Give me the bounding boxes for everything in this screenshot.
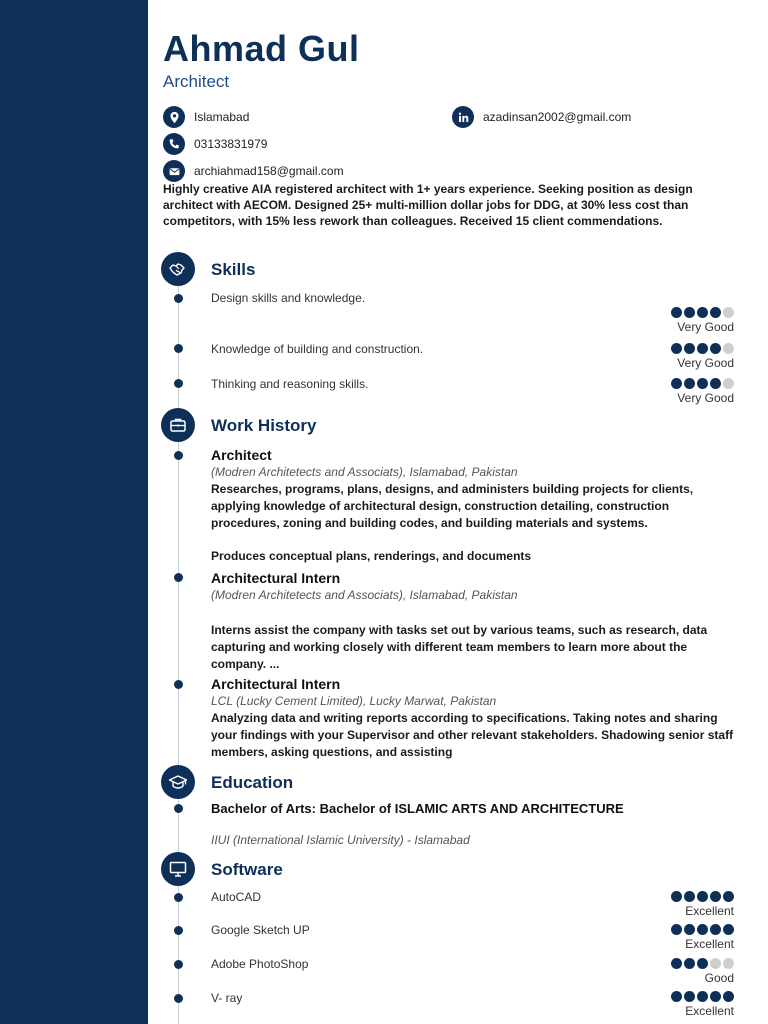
rating-dot-filled bbox=[684, 991, 695, 1002]
rating-dot-empty bbox=[723, 378, 734, 389]
sidebar bbox=[0, 0, 148, 1024]
rating-dot-empty bbox=[723, 307, 734, 318]
rating-dot-filled bbox=[684, 343, 695, 354]
timeline-dot bbox=[174, 680, 183, 689]
timeline-dot bbox=[174, 451, 183, 460]
rating-dot-filled bbox=[697, 958, 708, 969]
rating-dot-filled bbox=[697, 924, 708, 935]
phone-icon bbox=[163, 133, 185, 155]
software-label: V- ray bbox=[211, 991, 243, 1005]
rating-dot-filled bbox=[723, 924, 734, 935]
rating-dots bbox=[671, 343, 734, 354]
skill-label: Knowledge of building and construction. bbox=[211, 342, 424, 356]
rating-dots bbox=[671, 307, 734, 318]
rating-dots bbox=[671, 924, 734, 935]
rating-dot-filled bbox=[697, 991, 708, 1002]
email-text: archiahmad158@gmail.com bbox=[194, 164, 344, 178]
briefcase-icon bbox=[161, 408, 195, 442]
linkedin-text: azadinsan2002@gmail.com bbox=[483, 110, 632, 124]
software-rating bbox=[671, 958, 734, 985]
rating-dot-filled bbox=[684, 378, 695, 389]
education-degree: Bachelor of Arts: Bachelor of ISLAMIC ARTS AND ARCHITECTURE bbox=[211, 801, 624, 816]
rating-dot-filled bbox=[697, 378, 708, 389]
job-description: Analyzing data and writing reports according to specifications. Taking notes and sharing your findings with your Supervisor and other relevant stakeholders. Shadowing senior staff members, asking questions, and assisting bbox=[211, 711, 734, 759]
rating-dot-filled bbox=[697, 307, 708, 318]
rating-dots bbox=[671, 378, 734, 389]
timeline-dot bbox=[174, 344, 183, 353]
graduation-cap-icon bbox=[161, 765, 195, 799]
rating-dot-filled bbox=[671, 991, 682, 1002]
monitor-icon bbox=[161, 852, 195, 886]
skill-rating bbox=[671, 343, 734, 370]
rating-dots bbox=[671, 958, 734, 969]
rating-dot-filled bbox=[710, 924, 721, 935]
software-label: Google Sketch UP bbox=[211, 923, 310, 937]
job-company: (Modren Architetects and Associats), Islamabad, Pakistan bbox=[211, 588, 518, 602]
rating-dot-filled bbox=[710, 991, 721, 1002]
rating-dot-filled bbox=[684, 958, 695, 969]
rating-dot-filled bbox=[710, 307, 721, 318]
handshake-icon bbox=[161, 252, 195, 286]
rating-label: Very Good bbox=[677, 391, 734, 405]
education-school: IIUI (International Islamic University) - Islamabad bbox=[211, 833, 470, 847]
rating-dot-filled bbox=[723, 991, 734, 1002]
timeline-dot bbox=[174, 804, 183, 813]
rating-dot-empty bbox=[723, 343, 734, 354]
rating-label: Very Good bbox=[677, 356, 734, 370]
contact-email[interactable] bbox=[163, 160, 344, 182]
rating-dots bbox=[671, 991, 734, 1002]
rating-dot-filled bbox=[671, 343, 682, 354]
skill-rating bbox=[671, 307, 734, 334]
phone-text: 03133831979 bbox=[194, 137, 268, 151]
location-pin-icon bbox=[163, 106, 185, 128]
job-company: LCL (Lucky Cement Limited), Lucky Marwat, Pakistan bbox=[211, 694, 497, 708]
job-description: Researches, programs, plans, designs, and administers building projects for clients, applying knowledge of architectural design, construction detailing, construction procedures, zoning and building codes, and building materials and systems. bbox=[211, 482, 694, 530]
rating-dots bbox=[671, 891, 734, 902]
rating-dot-empty bbox=[710, 958, 721, 969]
rating-dot-filled bbox=[684, 307, 695, 318]
timeline-dot bbox=[174, 379, 183, 388]
contact-location bbox=[163, 106, 249, 128]
job-description: Produces conceptual plans, renderings, and documents bbox=[211, 549, 532, 563]
section-title-work-history: Work History bbox=[211, 416, 317, 435]
rating-dot-filled bbox=[710, 891, 721, 902]
timeline-dot bbox=[174, 994, 183, 1003]
rating-label: Good bbox=[704, 971, 734, 985]
section-title-education: Education bbox=[211, 773, 294, 792]
timeline-dot bbox=[174, 294, 183, 303]
rating-dot-empty bbox=[723, 958, 734, 969]
rating-dot-filled bbox=[671, 378, 682, 389]
rating-dot-filled bbox=[671, 958, 682, 969]
rating-dot-filled bbox=[671, 891, 682, 902]
job-role: Architectural Intern bbox=[211, 570, 341, 586]
software-label: AutoCAD bbox=[211, 890, 262, 904]
rating-label: Excellent bbox=[685, 1004, 734, 1018]
job-description: Interns assist the company with tasks set out by various teams, such as research, data capturing and working closely with different team members to learn more about the company. ... bbox=[211, 623, 708, 671]
location-text: Islamabad bbox=[194, 110, 250, 124]
rating-label: Excellent bbox=[685, 937, 734, 951]
contact-linkedin[interactable] bbox=[452, 106, 631, 128]
timeline-dot bbox=[174, 573, 183, 582]
skill-label: Design skills and knowledge. bbox=[211, 291, 366, 305]
job-title: Architect bbox=[163, 72, 230, 91]
rating-dot-filled bbox=[671, 924, 682, 935]
software-rating bbox=[671, 991, 734, 1018]
section-title-skills: Skills bbox=[211, 260, 256, 279]
job-role: Architect bbox=[211, 447, 272, 463]
envelope-icon bbox=[163, 160, 185, 182]
linkedin-icon bbox=[452, 106, 474, 128]
job-company: (Modren Architetects and Associats), Islamabad, Pakistan bbox=[211, 465, 518, 479]
rating-label: Very Good bbox=[677, 320, 734, 334]
software-rating bbox=[671, 891, 734, 918]
software-rating bbox=[671, 924, 734, 951]
timeline-dot bbox=[174, 960, 183, 969]
rating-dot-filled bbox=[723, 891, 734, 902]
timeline-dot bbox=[174, 893, 183, 902]
rating-dot-filled bbox=[671, 307, 682, 318]
rating-dot-filled bbox=[684, 891, 695, 902]
rating-dot-filled bbox=[710, 378, 721, 389]
rating-dot-filled bbox=[697, 343, 708, 354]
section-title-software: Software bbox=[211, 860, 283, 879]
rating-label: Excellent bbox=[685, 904, 734, 918]
timeline-dot bbox=[174, 926, 183, 935]
rating-dot-filled bbox=[697, 891, 708, 902]
software-label: Adobe PhotoShop bbox=[211, 957, 309, 971]
professional-summary: Highly creative AIA registered architect with 1+ years experience. Seeking position as design architect with AECOM. Designed 25+ multi-million dollar jobs for DDG, at 30% less cost than competitors, with 15% less rework than colleagues. Received 15 client commendations. bbox=[163, 182, 693, 229]
candidate-name: Ahmad Gul bbox=[163, 28, 360, 69]
rating-dot-filled bbox=[710, 343, 721, 354]
contact-phone[interactable] bbox=[163, 133, 267, 155]
rating-dot-filled bbox=[684, 924, 695, 935]
skill-rating bbox=[671, 378, 734, 405]
job-role: Architectural Intern bbox=[211, 676, 341, 692]
skill-label: Thinking and reasoning skills. bbox=[211, 377, 369, 391]
